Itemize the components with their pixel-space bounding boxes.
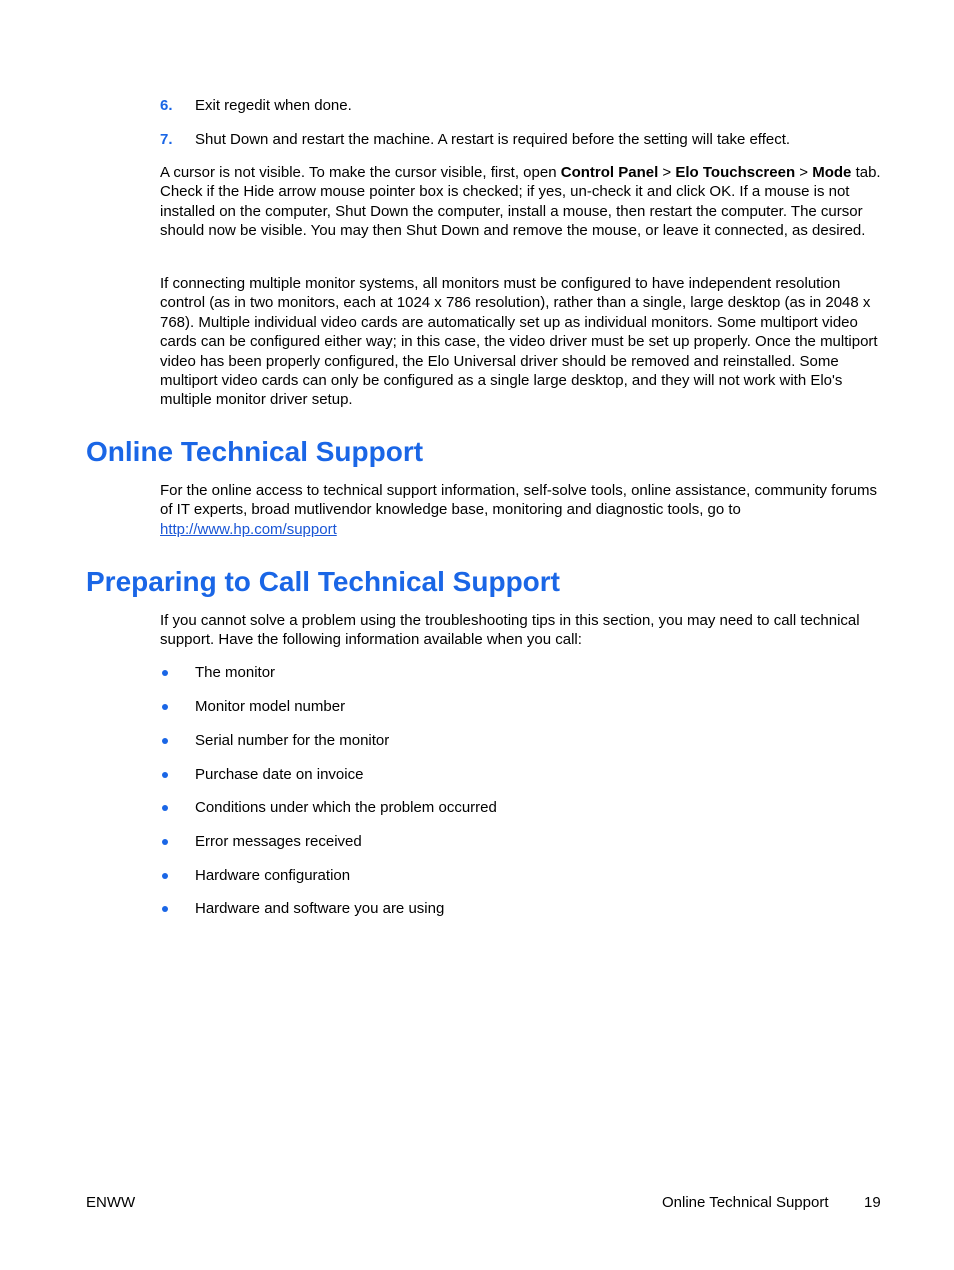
bullet-icon <box>162 906 168 912</box>
page-number: 19 <box>864 1194 881 1211</box>
list-item-text: Hardware configuration <box>195 867 351 884</box>
list-item-text: Hardware and software you are using <box>195 900 445 917</box>
list-item-text: The monitor <box>195 664 276 681</box>
mode-label: Mode <box>812 164 852 181</box>
bullet-icon <box>162 873 168 879</box>
bullet-icon <box>162 805 168 811</box>
online-support-heading: Online Technical Support <box>86 436 424 467</box>
elo-touchscreen-label: Elo Touchscreen <box>675 164 796 181</box>
list-item-text: Purchase date on invoice <box>195 766 364 783</box>
step-number: 6. <box>160 97 173 114</box>
multi-monitor-paragraph: If connecting multiple monitor systems, all monitors must be configured to have independent resolution control (as in two monitors, each at 1024 x 786 resolution), rather than a single, large desktop (as in 2048 x 768). Multiple individual video cards are automatically set up as individual monitors. Some multiport video cards can be configured either way; in this case, the video driver must be set up properly. Once the multiport video has been properly configured, the Elo Universal driver should be removed and reinstalled. Some multiport video cards can only be configured as a single large desktop, and they will not work with Elo's multiple monitor driver setup. <box>160 275 878 409</box>
separator: > <box>658 164 676 181</box>
list-item-text: Monitor model number <box>195 698 346 715</box>
preparing-intro: If you cannot solve a problem using the troubleshooting tips in this section, you may need to call technical support. Have the following information available when you call: <box>160 612 860 649</box>
bullet-icon <box>162 839 168 845</box>
step-text: Exit regedit when done. <box>195 97 352 114</box>
list-item-text: Error messages received <box>195 833 362 850</box>
list-item-text: Serial number for the monitor <box>195 732 390 749</box>
bullet-icon <box>162 738 168 744</box>
online-support-paragraph <box>160 481 884 539</box>
step-number: 7. <box>160 131 173 148</box>
cursor-text-1: A cursor is not visible. To make the cursor visible, first, open <box>160 164 561 181</box>
footer-section: Online Technical Support <box>662 1194 829 1211</box>
control-panel-label: Control Panel <box>560 164 659 181</box>
online-support-text: For the online access to technical support information, self-solve tools, online assistance, community forums of IT experts, broad mutlivendor knowledge base, monitoring and diagnostic tools, go to <box>160 482 877 519</box>
bullet-icon <box>162 772 168 778</box>
step-text: Shut Down and restart the machine. A restart is required before the setting will take effect. <box>195 131 791 148</box>
bullet-icon <box>162 670 168 676</box>
footer-left: ENWW <box>86 1194 136 1211</box>
cursor-paragraph <box>160 163 884 241</box>
separator: > <box>795 164 813 181</box>
cursor-text-2: tab. Check if the Hide arrow mouse pointer box is checked; if yes, un-check it and click OK. If a mouse is not installed on the computer, Shut Down the computer, install a mouse, then restart the computer. The cursor should now be visible. You may then Shut Down and remove the mouse, or leave it connected, as desired. <box>160 164 881 240</box>
preparing-heading: Preparing to Call Technical Support <box>86 566 560 597</box>
list-item-text: Conditions under which the problem occurred <box>195 799 497 816</box>
bullet-icon <box>162 704 168 710</box>
support-link[interactable]: http://www.hp.com/support <box>160 520 337 538</box>
